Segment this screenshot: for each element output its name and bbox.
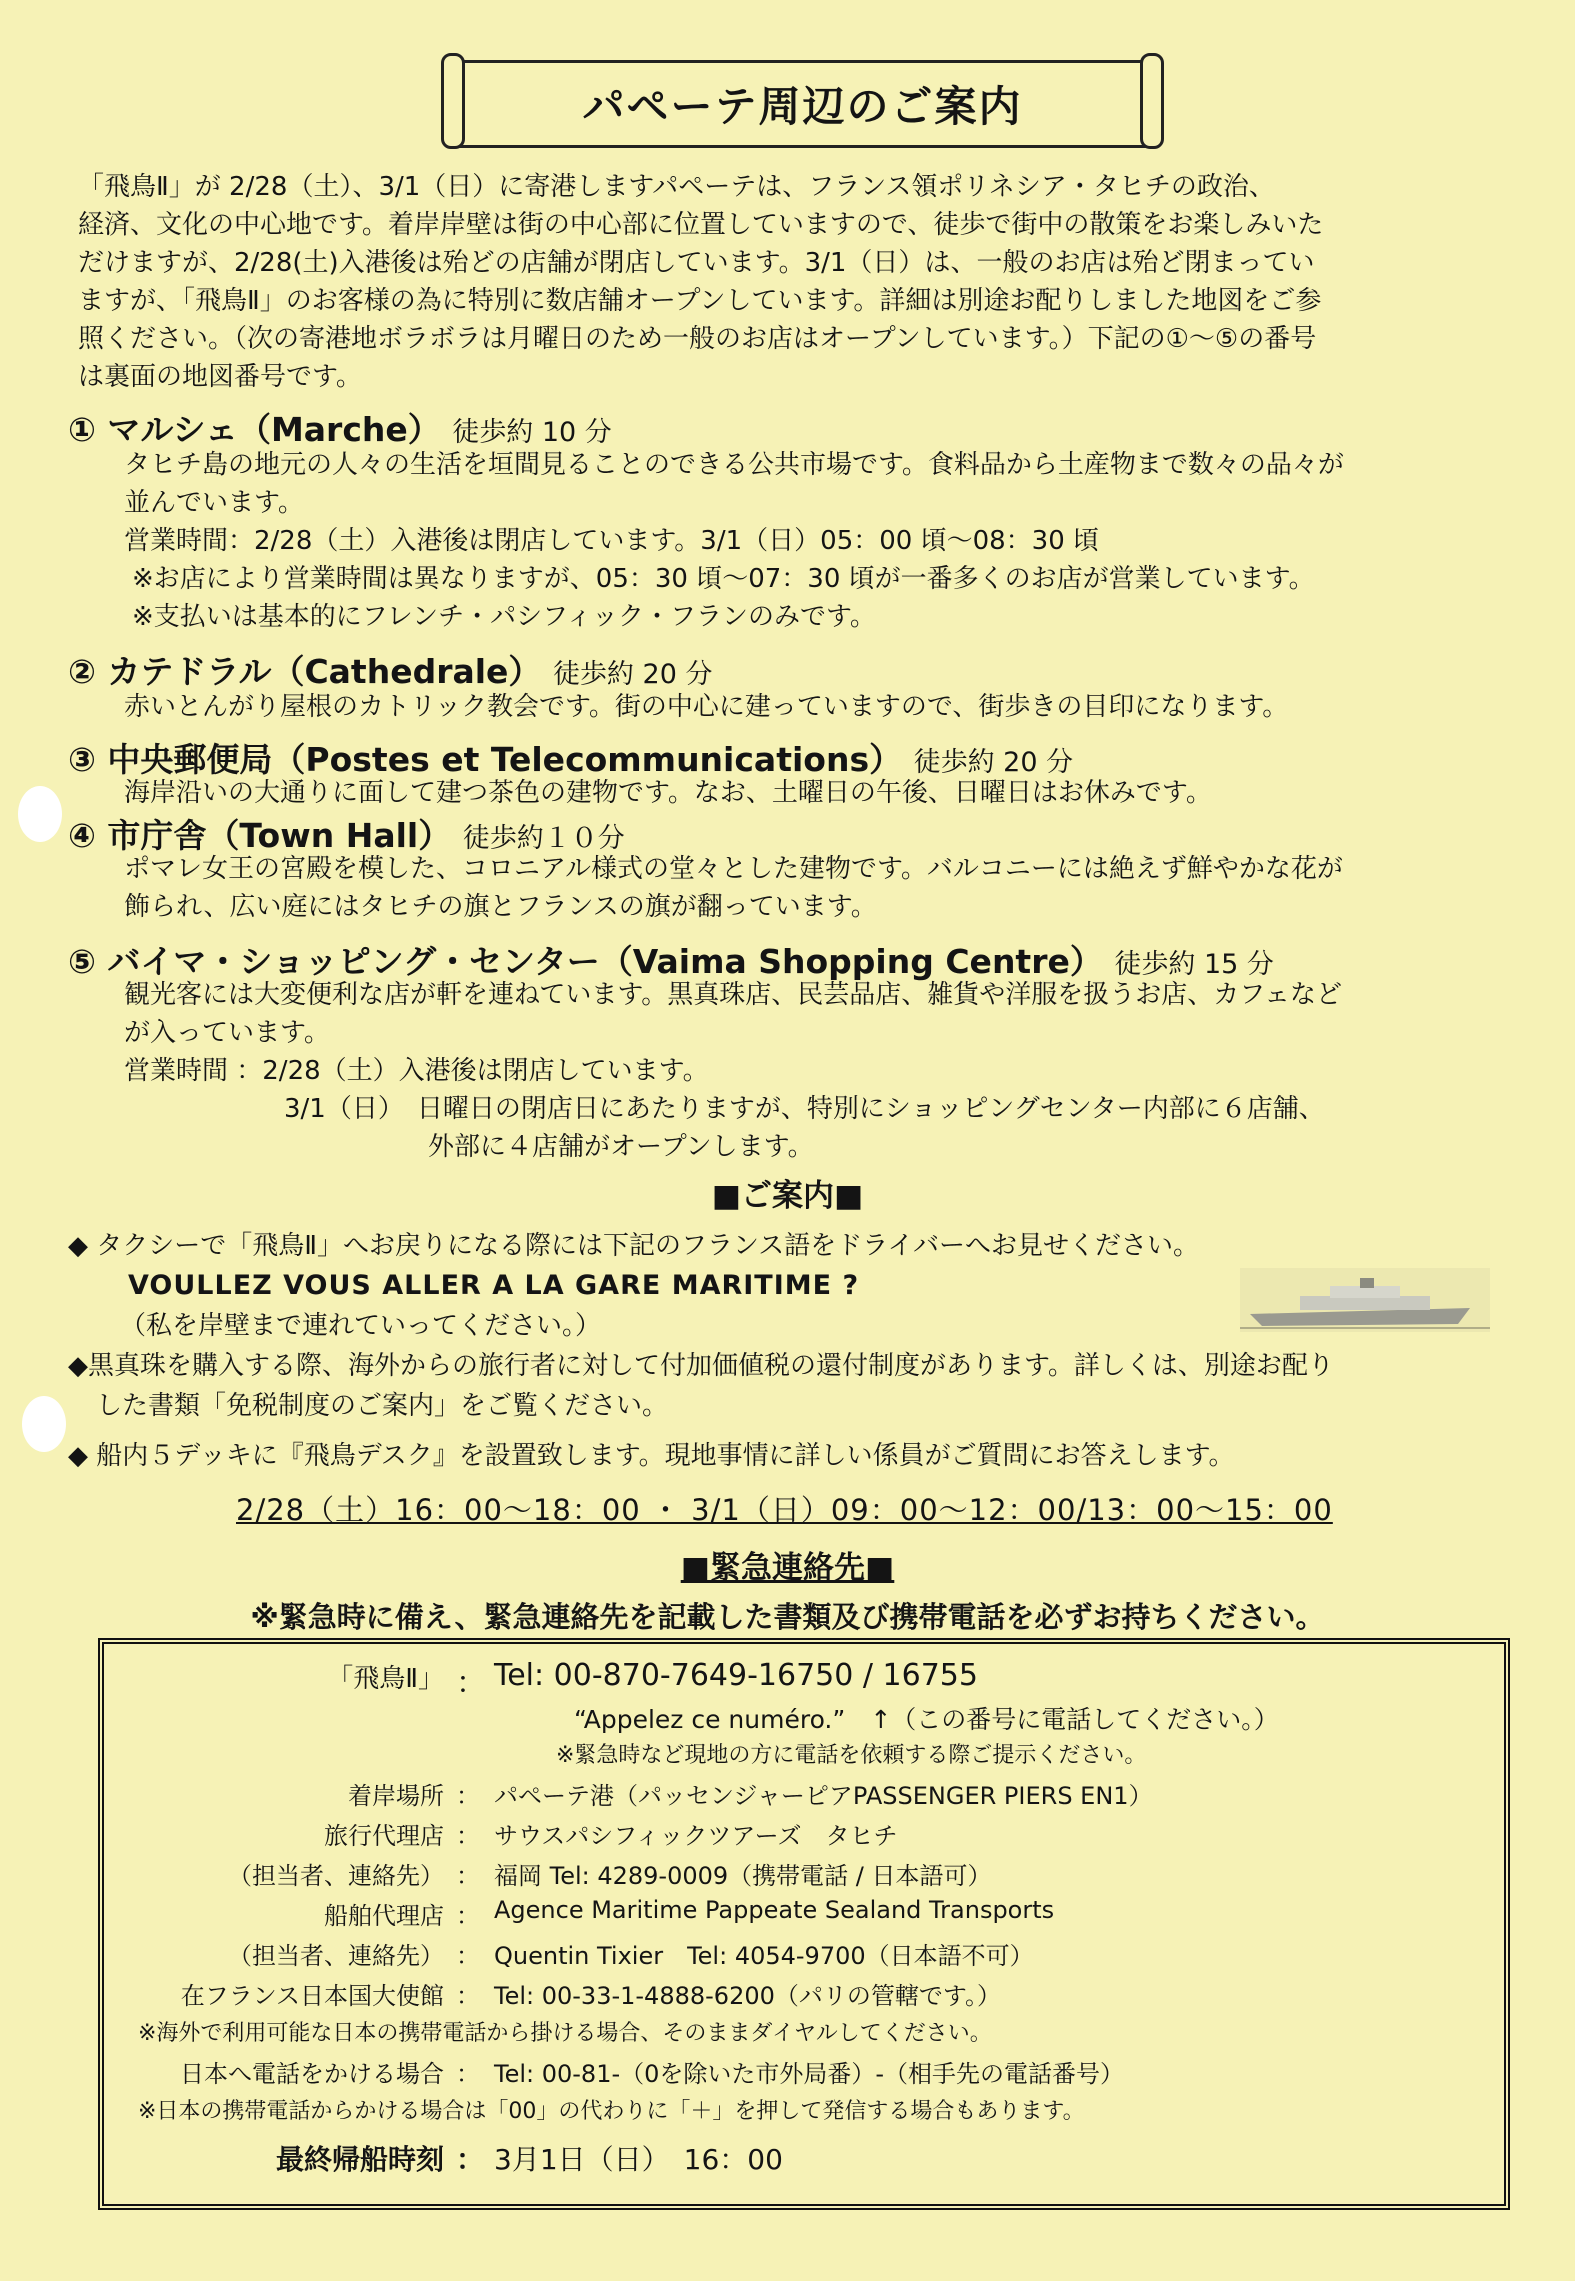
section-body-vaima [124,976,1544,1166]
intro-line: だけますが、2/28(土)入港後は殆どの店舗が閉店しています。3/1（日）は、一般のお店は殆ど閉まってい [78,248,1315,278]
pearl-line: した書類「免税制度のご案内」をご覧ください。 [96,1391,669,1421]
punch-hole-bottom [22,1396,66,1452]
contact-label: 日本へ電話をかける場合 [180,2060,444,2088]
section-line: 3/1（日） 日曜日の閉店日にあたりますが、特別にショッピングセンター内部に６店舗、 [284,1094,1325,1124]
section-title: ⑤ バイマ・ショッピング・センター（Vaima Shopping Centre） [68,942,1103,981]
contact-separator: ： [456,1666,486,1701]
walk-time: 徒歩約 10 分 [452,417,612,448]
intro-line: 「飛鳥Ⅱ」が 2/28（土）、3/1（日）に寄港しますパペーテは、フランス領ポリネシア・タヒチの政治、 [78,172,1275,202]
emergency-note: ※海外で利用可能な日本の携帯電話から掛ける場合、そのままダイヤルしてください。 [138,2021,992,2046]
section-line: 営業時間 ：2/28（土）入港後は閉店しています。 [124,1056,709,1086]
cruise-ship-image [1240,1268,1490,1332]
contact-label: 「飛鳥Ⅱ」 [327,1664,444,1694]
french-phrase: VOULLEZ VOUS ALLER A LA GARE MARITIME ? [128,1270,860,1301]
contact-label: 旅行代理店 [324,1822,444,1850]
section-heading-marche [68,404,612,451]
contact-label: （担当者、連絡先） [228,1862,444,1890]
section-note: ※支払いは基本的にフレンチ・パシフィック・フランのみです。 [132,602,876,632]
section-line: 営業時間：2/28（土）入港後は閉店しています。3/1（日）05：00 頃～08：30 頃 [124,526,1100,556]
desk-line: ◆ 船内５デッキに『飛鳥デスク』を設置致します。現地事情に詳しい係員がご質問にお答えします。 [68,1441,1235,1471]
contact-separator: ： [456,1862,480,1890]
section-line: 赤いとんがり屋根のカトリック教会です。街の中心に建っていますので、街歩きの目印になります。 [124,692,1289,722]
section-body-cathedrale [124,688,1544,726]
intro-line: ますが、「飛鳥Ⅱ」のお客様の為に特別に数店舗オープンしています。詳細は別途お配りしました地図をご参 [78,286,1322,316]
section-title: ② カテドラル（Cathedrale） [68,652,542,691]
french-translation: （私を岸壁まで連れていってください。） [120,1311,602,1341]
contact-value: Agence Maritime Pappeate Sealand Transports [494,1896,1055,1924]
emergency-note: ※緊急時など現地の方に電話を依頼する際ご提示ください。 [556,1743,1147,1768]
section-title: ③ 中央郵便局（Postes et Telecommunications） [68,740,903,779]
contact-separator: ： [456,1942,480,1970]
emergency-contact-box [98,1638,1510,2210]
contact-value: Tel: 00-81-（0を除いた市外局番）-（相手先の電話番号） [494,2060,1125,2088]
section-line: タヒチ島の地元の人々の生活を垣間見ることのできる公共市場です。食料品から土産物まで数々の品々が [124,450,1344,480]
scroll-curl-left [441,53,465,149]
scroll-curl-right [1140,53,1164,149]
intro-line: 照ください。（次の寄港地ボラボラは月曜日のため一般のお店はオープンしています。）下記の①～⑤の番号 [78,324,1317,354]
contact-value: パペーテ港（パッセンジャーピアPASSENGER PIERS EN1） [494,1782,1153,1810]
section-title: ① マルシェ（Marche） [68,410,441,449]
walk-time: 徒歩約 20 分 [552,659,713,690]
contact-label: 着岸場所 [348,1782,444,1810]
intro-line: は裏面の地図番号です。 [78,362,362,392]
page-title: パペーテ周辺のご案内 [582,82,1023,131]
pearl-notice [68,1346,1528,1426]
contact-value: サウスパシフィックツアーズ タヒチ [494,1822,898,1850]
emergency-heading: ■緊急連絡先■ [680,1550,895,1586]
contact-value: Tel: 00-33-1-4888-6200（パリの管轄です。） [494,1982,1001,2010]
emergency-notice: ※緊急時に備え、緊急連絡先を記載した書類及び携帯電話を必ずお持ちください。 [250,1600,1325,1634]
walk-time: 徒歩約 15 分 [1114,949,1274,980]
intro-paragraph [78,168,1508,396]
contact-separator: ： [456,1782,480,1810]
section-line: 観光客には大変便利な店が軒を連ねています。黒真珠店、民芸品店、雑貨や洋服を扱うお店、カフェなど [124,980,1342,1010]
walk-time: 徒歩約１０分 [462,823,625,854]
section-line: が入っています。 [124,1018,330,1048]
contact-value: Quentin Tixier Tel: 4054-9700（日本語不可） [494,1942,1034,1970]
taxi-line: ◆ タクシーで「飛鳥Ⅱ」へお戻りになる際には下記のフランス語をドライバーへお見せください。 [68,1231,1199,1261]
contact-label: 在フランス日本国大使館 [180,1982,444,2010]
section-line: 海岸沿いの大通りに面して建つ茶色の建物です。なお、土曜日の午後、日曜日はお休みです。 [124,778,1212,808]
guide-heading: ■ご案内■ [711,1178,864,1214]
contact-value: 福岡 Tel: 4289-0009（携帯電話 / 日本語可） [494,1862,992,1890]
section-line: 飾られ、広い庭にはタヒチの旗とフランスの旗が翻っています。 [124,892,877,922]
section-line: ポマレ女王の宮殿を模した、コロニアル様式の堂々とした建物です。バルコニーには絶えず鮮やかな花が [124,854,1343,884]
final-boarding-time: 3月1日（日） 16：00 [494,2143,783,2176]
contact-label: （担当者、連絡先） [228,1942,444,1970]
desk-hours: 2/28（土）16：00～18：00 ・ 3/1（日）09：00～12：00/13：00～15：00 [236,1493,1333,1527]
pearl-line: ◆黒真珠を購入する際、海外からの旅行者に対して付加価値税の還付制度があります。詳しくは、別途お配り [68,1351,1334,1381]
contact-separator: ： [456,2143,485,2176]
section-body-town-hall [124,850,1544,926]
contact-separator: ： [456,1902,480,1930]
desk-notice [68,1436,1528,1476]
contact-value: Tel: 00-870-7649-16750 / 16755 [494,1658,978,1693]
final-boarding-label: 最終帰船時刻 [275,2143,444,2176]
section-body-marche [124,446,1544,636]
intro-line: 経済、文化の中心地です。着岸岸壁は街の中心部に位置していますので、徒歩で街中の散策をお楽しみいた [78,210,1324,240]
appelez-line: “Appelez ce numéro.” ↑（この番号に電話してください。） [574,1705,1279,1734]
walk-time: 徒歩約 20 分 [913,747,1074,778]
section-note: ※お店により営業時間は異なりますが、05：30 頃～07：30 頃が一番多くのお店が営業しています。 [132,564,1315,594]
punch-hole-top [18,786,62,842]
contact-label: 船舶代理店 [324,1902,444,1930]
contact-separator: ： [456,1982,480,2010]
emergency-note: ※日本の携帯電話からかける場合は「00」の代わりに「＋」を押して発信する場合もあります。 [138,2099,1085,2124]
contact-separator: ： [456,1822,480,1850]
section-body-post-office [124,774,1544,812]
section-line: 外部に４店舗がオープンします。 [428,1132,814,1162]
section-heading-cathedrale [68,646,712,693]
section-line: 並んでいます。 [124,488,304,518]
contact-separator: ： [456,2060,480,2088]
title-banner [452,60,1153,148]
section-title: ④ 市庁舎（Town Hall） [68,816,452,855]
